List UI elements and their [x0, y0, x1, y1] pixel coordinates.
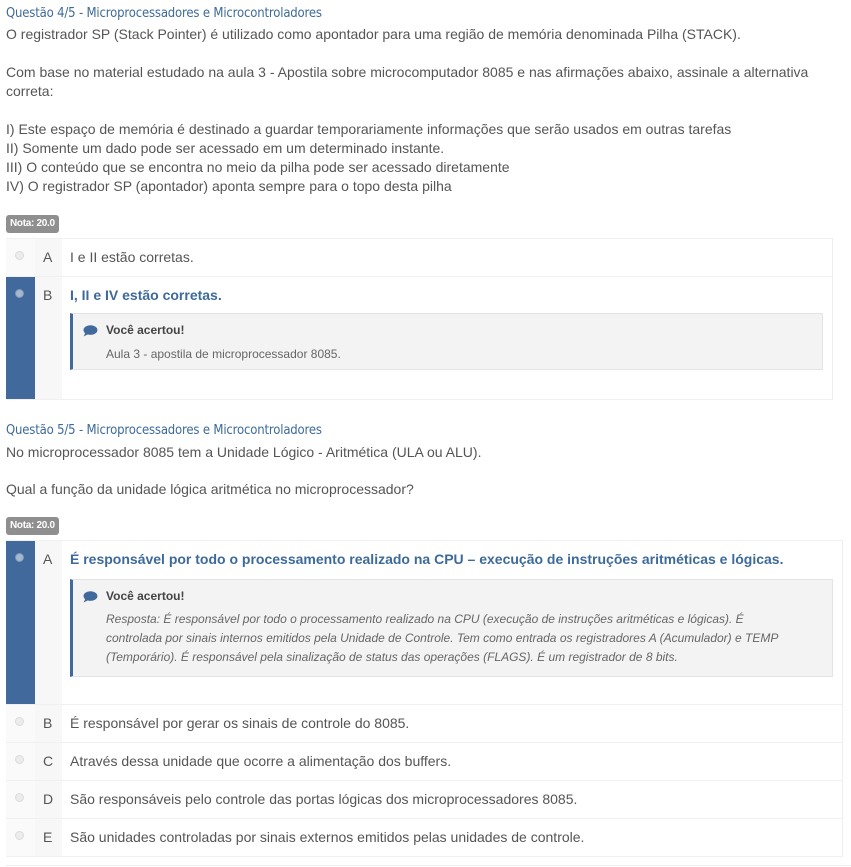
statement-2: II) Somente um dado pode ser acessado em um determinado instante.	[6, 140, 445, 156]
alternative-e[interactable]	[6, 819, 842, 857]
alternative-letter: A	[43, 249, 53, 265]
question-title: Questão 4/5 - Microprocessadores e Microcontroladores	[6, 6, 322, 21]
alternative-text: É responsável por todo o processamento realizado na CPU – execução de instruções aritméticas e lógicas.	[70, 551, 784, 567]
question-text: O registrador SP (Stack Pointer) é utilizado como apontador para uma região de memória denominada Pilha (STACK).	[6, 26, 741, 42]
alternative-letter: C	[43, 753, 54, 769]
alternative-text: I, II e IV estão corretas.	[70, 287, 222, 303]
radio-unselected-icon[interactable]	[15, 831, 24, 840]
alternative-letter: A	[43, 551, 53, 567]
alternative-letter: D	[43, 791, 54, 807]
question-title: Questão 5/5 - Microprocessadores e Microcontroladores	[6, 423, 322, 438]
alternative-letter: B	[43, 715, 53, 731]
feedback-title: Você acertou!	[106, 323, 185, 337]
feedback-line: Resposta: É responsável por todo o processamento realizado na CPU (execução de instruções aritméticas e lógicas). É	[106, 612, 744, 626]
radio-unselected-icon[interactable]	[15, 717, 24, 726]
radio-unselected-icon[interactable]	[15, 755, 24, 764]
radio-unselected-icon[interactable]	[15, 793, 24, 802]
question-text: correta:	[6, 83, 54, 99]
speech-bubble-icon	[82, 325, 98, 337]
feedback-title: Você acertou!	[106, 589, 185, 603]
divider	[6, 865, 851, 866]
grade-badge: Nota: 20.0	[6, 215, 59, 233]
statement-3: III) O conteúdo que se encontra no meio da pilha pode ser acessado diretamente	[6, 159, 510, 175]
alternatives-list	[6, 540, 843, 857]
alternative-a[interactable]	[6, 541, 842, 705]
selected-indicator	[6, 541, 35, 704]
alternative-c[interactable]	[6, 743, 842, 781]
feedback-box	[70, 579, 833, 677]
radio-selected-icon[interactable]	[15, 553, 24, 562]
alternative-text: São unidades controladas por sinais externos emitidos pelas unidades de controle.	[70, 829, 585, 845]
radio-selected-icon[interactable]	[15, 289, 24, 298]
feedback-text: Aula 3 - apostila de microprocessador 8085.	[106, 347, 341, 361]
statement-4: IV) O registrador SP (apontador) aponta sempre para o topo desta pilha	[6, 178, 452, 194]
alternative-a[interactable]	[6, 239, 832, 277]
feedback-line: controlada por sinais internos emitidos pela Unidade de Controle. Tem como entrada os registradores A (Acumulador) e TEMP	[106, 631, 779, 645]
speech-bubble-icon	[82, 591, 98, 603]
alternatives-list	[6, 238, 833, 400]
alternative-b[interactable]	[6, 705, 842, 743]
alternative-letter: B	[43, 287, 53, 303]
question-text: Qual a função da unidade lógica aritmética no microprocessador?	[6, 481, 414, 497]
alternative-letter: E	[43, 829, 53, 845]
alternative-text: São responsáveis pelo controle das portas lógicas dos microprocessadores 8085.	[70, 791, 578, 807]
question-text: Com base no material estudado na aula 3 - Apostila sobre microcomputador 8085 e nas afirmações abaixo, assinale a alternativa	[6, 64, 809, 80]
alternative-d[interactable]	[6, 781, 842, 819]
alternative-text: Através dessa unidade que ocorre a alimentação dos buffers.	[70, 753, 452, 769]
question-text: No microprocessador 8085 tem a Unidade Lógico - Aritmética (ULA ou ALU).	[6, 444, 482, 460]
feedback-box	[70, 313, 823, 370]
grade-badge: Nota: 20.0	[6, 517, 59, 535]
alternative-text: I e II estão corretas.	[70, 249, 194, 265]
feedback-line: (Temporário). É responsável pela sinalização de status das operações (FLAGS). É um registrador de 8 bits.	[106, 650, 678, 664]
radio-unselected-icon[interactable]	[15, 251, 24, 260]
statement-1: I) Este espaço de memória é destinado a guardar temporariamente informações que serão usados em outras tarefas	[6, 121, 732, 137]
alternative-b[interactable]	[6, 277, 832, 400]
alternative-text: É responsável por gerar os sinais de controle do 8085.	[70, 715, 410, 731]
feedback-text	[106, 610, 778, 667]
